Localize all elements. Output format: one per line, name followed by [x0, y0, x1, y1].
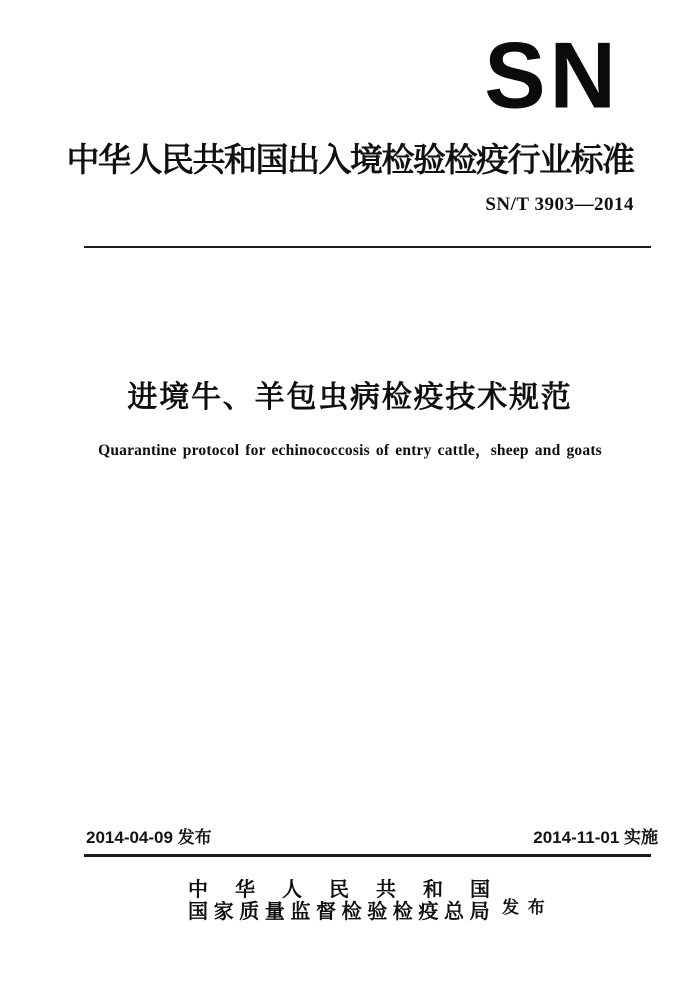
publisher-name [188, 879, 517, 923]
document-title-english: Quarantine protocol for echinococcosis of entry cattle，sheep and goats [98, 442, 602, 459]
document-title-chinese: 进境牛、羊包虫病检疫技术规范 [127, 381, 573, 414]
publisher-line-agency: 国家质量监督检验检疫总局 [188, 901, 496, 923]
standard-number: SN/T 3903—2014 [485, 194, 634, 215]
header-divider-rule [84, 246, 651, 248]
sn-logo: SN [484, 23, 620, 129]
implementation-date: 2014-11-01 实施 [533, 828, 658, 847]
publisher-block [188, 879, 547, 923]
issue-date: 2014-04-09 发布 [86, 828, 212, 847]
standard-category-heading: 中华人民共和国出入境检验检疫行业标准 [66, 141, 634, 178]
publisher-line-country: 中华人民共和国 [188, 879, 517, 901]
footer-divider-rule [84, 854, 651, 857]
publish-verb-label: 发 布 [502, 897, 547, 917]
